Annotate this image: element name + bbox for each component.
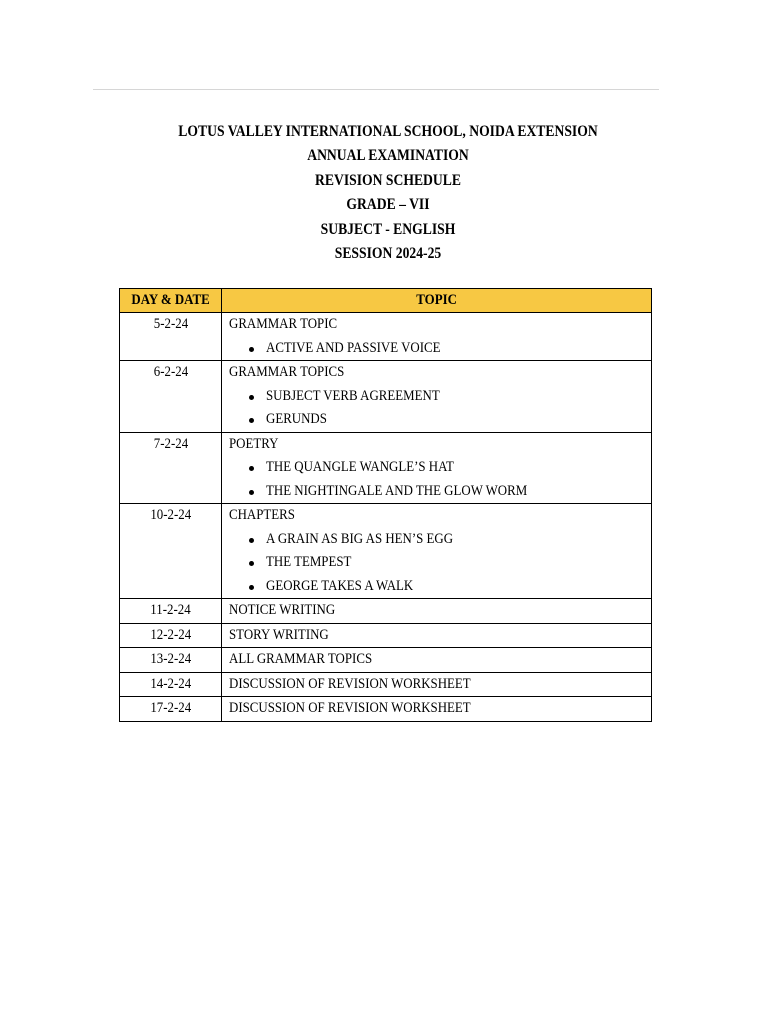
day-date-cell — [120, 313, 222, 361]
date-text: 11-2-24 — [150, 602, 191, 618]
date-text: 13-2-24 — [150, 651, 191, 667]
subtopic-list — [229, 528, 651, 599]
table-row — [120, 697, 652, 722]
subtopic-text: THE TEMPEST — [266, 554, 352, 570]
table-row — [120, 672, 652, 697]
list-item — [229, 408, 651, 432]
list-item — [229, 480, 651, 504]
header-topic: TOPIC — [222, 289, 652, 313]
subject-label: SUBJECT - ENGLISH — [320, 220, 456, 238]
topic-title: STORY WRITING — [229, 626, 329, 643]
bullet-icon — [249, 561, 254, 566]
topic-title: GRAMMAR TOPIC — [229, 316, 338, 332]
subtopic-text: ACTIVE AND PASSIVE VOICE — [266, 339, 441, 356]
list-item — [229, 456, 651, 480]
date-text: 12-2-24 — [150, 626, 191, 643]
topic-cell — [222, 672, 652, 697]
date-text: 14-2-24 — [150, 675, 191, 692]
date-text: 7-2-24 — [153, 435, 188, 452]
table-row — [120, 504, 652, 599]
table-row — [120, 432, 652, 504]
table-row — [120, 623, 652, 648]
subtopic-text: GEORGE TAKES A WALK — [266, 577, 414, 594]
bullet-icon — [249, 395, 254, 400]
bullet-icon — [249, 490, 254, 495]
list-item — [229, 551, 651, 575]
subtopic-text: A GRAIN AS BIG AS HEN’S EGG — [266, 530, 454, 547]
topic-title: GRAMMAR TOPICS — [229, 364, 345, 380]
topic-cell — [222, 504, 652, 599]
topic-title: DISCUSSION OF REVISION WORKSHEET — [229, 700, 471, 716]
table-header-row — [120, 289, 652, 313]
document-heading — [0, 120, 768, 266]
list-item — [229, 385, 651, 409]
table-row — [120, 648, 652, 673]
exam-title: ANNUAL EXAMINATION — [307, 147, 469, 165]
topic-cell — [222, 599, 652, 624]
table-body — [120, 313, 652, 722]
topic-title: ALL GRAMMAR TOPICS — [229, 651, 373, 667]
subtopic-list — [229, 385, 651, 432]
list-item — [229, 575, 651, 599]
day-date-cell — [120, 648, 222, 673]
subtopic-text: GERUNDS — [266, 411, 327, 427]
list-item — [229, 528, 651, 552]
bullet-icon — [249, 585, 254, 590]
day-date-cell — [120, 432, 222, 504]
date-text: 5-2-24 — [153, 316, 188, 332]
table-row — [120, 599, 652, 624]
subtopic-text: SUBJECT VERB AGREEMENT — [266, 387, 440, 404]
header-day-date: DAY & DATE — [120, 289, 222, 313]
subtopic-text: THE NIGHTINGALE AND THE GLOW WORM — [266, 482, 528, 499]
date-text: 6-2-24 — [153, 364, 188, 380]
list-item — [229, 337, 651, 361]
bullet-icon — [249, 466, 254, 471]
topic-title: NOTICE WRITING — [229, 602, 336, 618]
day-date-cell — [120, 361, 222, 433]
day-date-cell — [120, 623, 222, 648]
bullet-icon — [249, 347, 254, 352]
schedule-title: REVISION SCHEDULE — [315, 171, 461, 189]
date-text: 10-2-24 — [150, 507, 191, 523]
topic-cell — [222, 432, 652, 504]
topic-title: CHAPTERS — [229, 507, 295, 523]
subtopic-list — [229, 337, 651, 361]
topic-title: DISCUSSION OF REVISION WORKSHEET — [229, 675, 471, 692]
session-label: SESSION 2024-25 — [334, 245, 442, 263]
day-date-cell — [120, 697, 222, 722]
topic-cell — [222, 697, 652, 722]
bullet-icon — [249, 418, 254, 423]
topic-cell — [222, 313, 652, 361]
topic-title: POETRY — [229, 435, 279, 452]
revision-schedule-table — [119, 288, 652, 722]
top-divider — [93, 89, 659, 90]
subtopic-list — [229, 456, 651, 503]
day-date-cell — [120, 599, 222, 624]
school-name: LOTUS VALLEY INTERNATIONAL SCHOOL, NOIDA EXTENSION — [178, 123, 598, 140]
day-date-cell — [120, 504, 222, 599]
bullet-icon — [249, 538, 254, 543]
date-text: 17-2-24 — [150, 700, 191, 716]
topic-cell — [222, 648, 652, 673]
day-date-cell — [120, 672, 222, 697]
topic-cell — [222, 623, 652, 648]
topic-cell — [222, 361, 652, 433]
subtopic-text: THE QUANGLE WANGLE’S HAT — [266, 459, 454, 475]
table-row — [120, 361, 652, 433]
grade-label: GRADE – VII — [346, 196, 430, 214]
table-row — [120, 313, 652, 361]
